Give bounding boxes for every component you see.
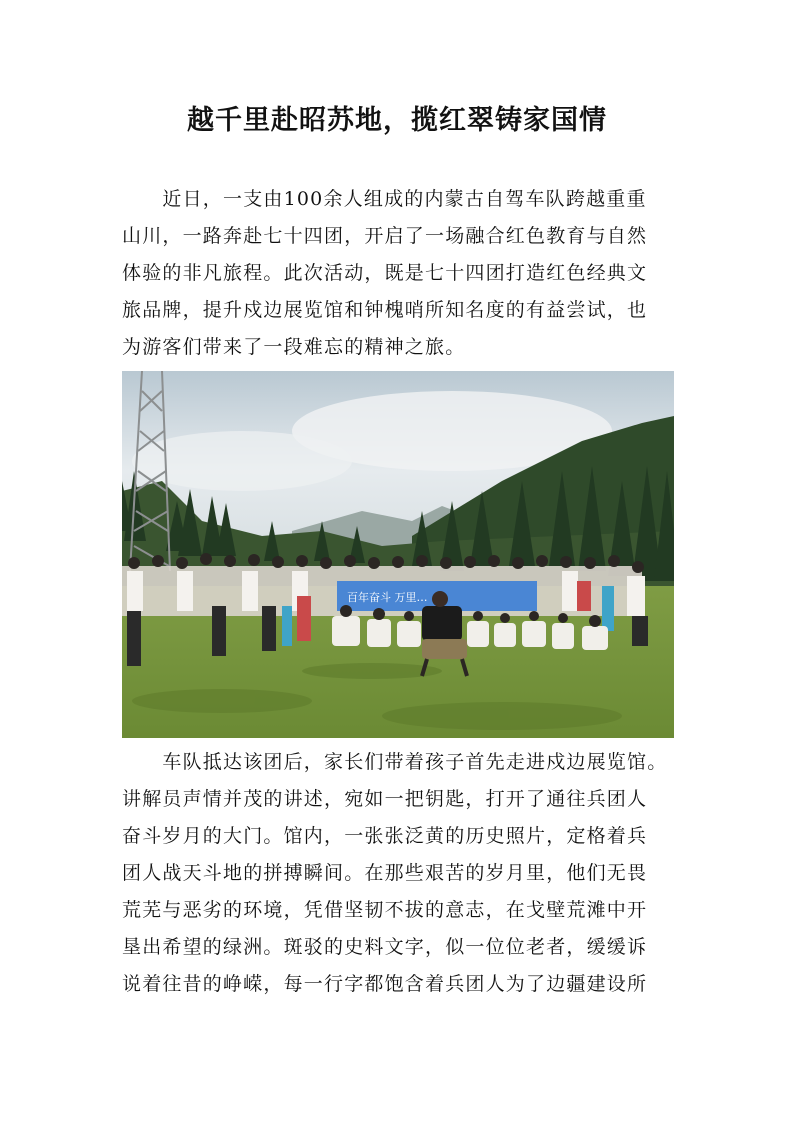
- paragraph-1: 近日，一支由100余人组成的内蒙古自驾车队跨越重重 山川，一路奔赴七十四团，开启了一场融合红色教育与自然 体验的非凡旅程。此次活动，既是七十四团打造红色经典文 旅品牌，提升戍边展览馆和钟槐哨所知名度的有益尝试，也 为游客们带来了一段难忘的精神之旅。: [122, 188, 648, 358]
- banner-text: 百年奋斗 万里…: [347, 591, 428, 604]
- group-photo: [122, 371, 674, 738]
- article-title: 越千里赴昭苏地，揽红翠铸家国情: [187, 105, 607, 136]
- paragraph-2: 车队抵达该团后，家长们带着孩子首先走进戍边展览馆。 讲解员声情并茂的讲述，宛如一把钥匙，打开了通往兵团人 奋斗岁月的大门。馆内，一张张泛黄的历史照片，定格着兵 团人战天斗地的拼搏瞬间。在那些艰苦的岁月里，他们无畏 荒芜与恶劣的环境，凭借坚韧不拔的意志，在戈壁荒滩中开 垦出希望的绿洲。斑驳的史料文字，似一位位老者，缓缓诉 说着往昔的峥嵘，每一行字都饱含着兵团人为了边疆建设所: [122, 751, 668, 995]
